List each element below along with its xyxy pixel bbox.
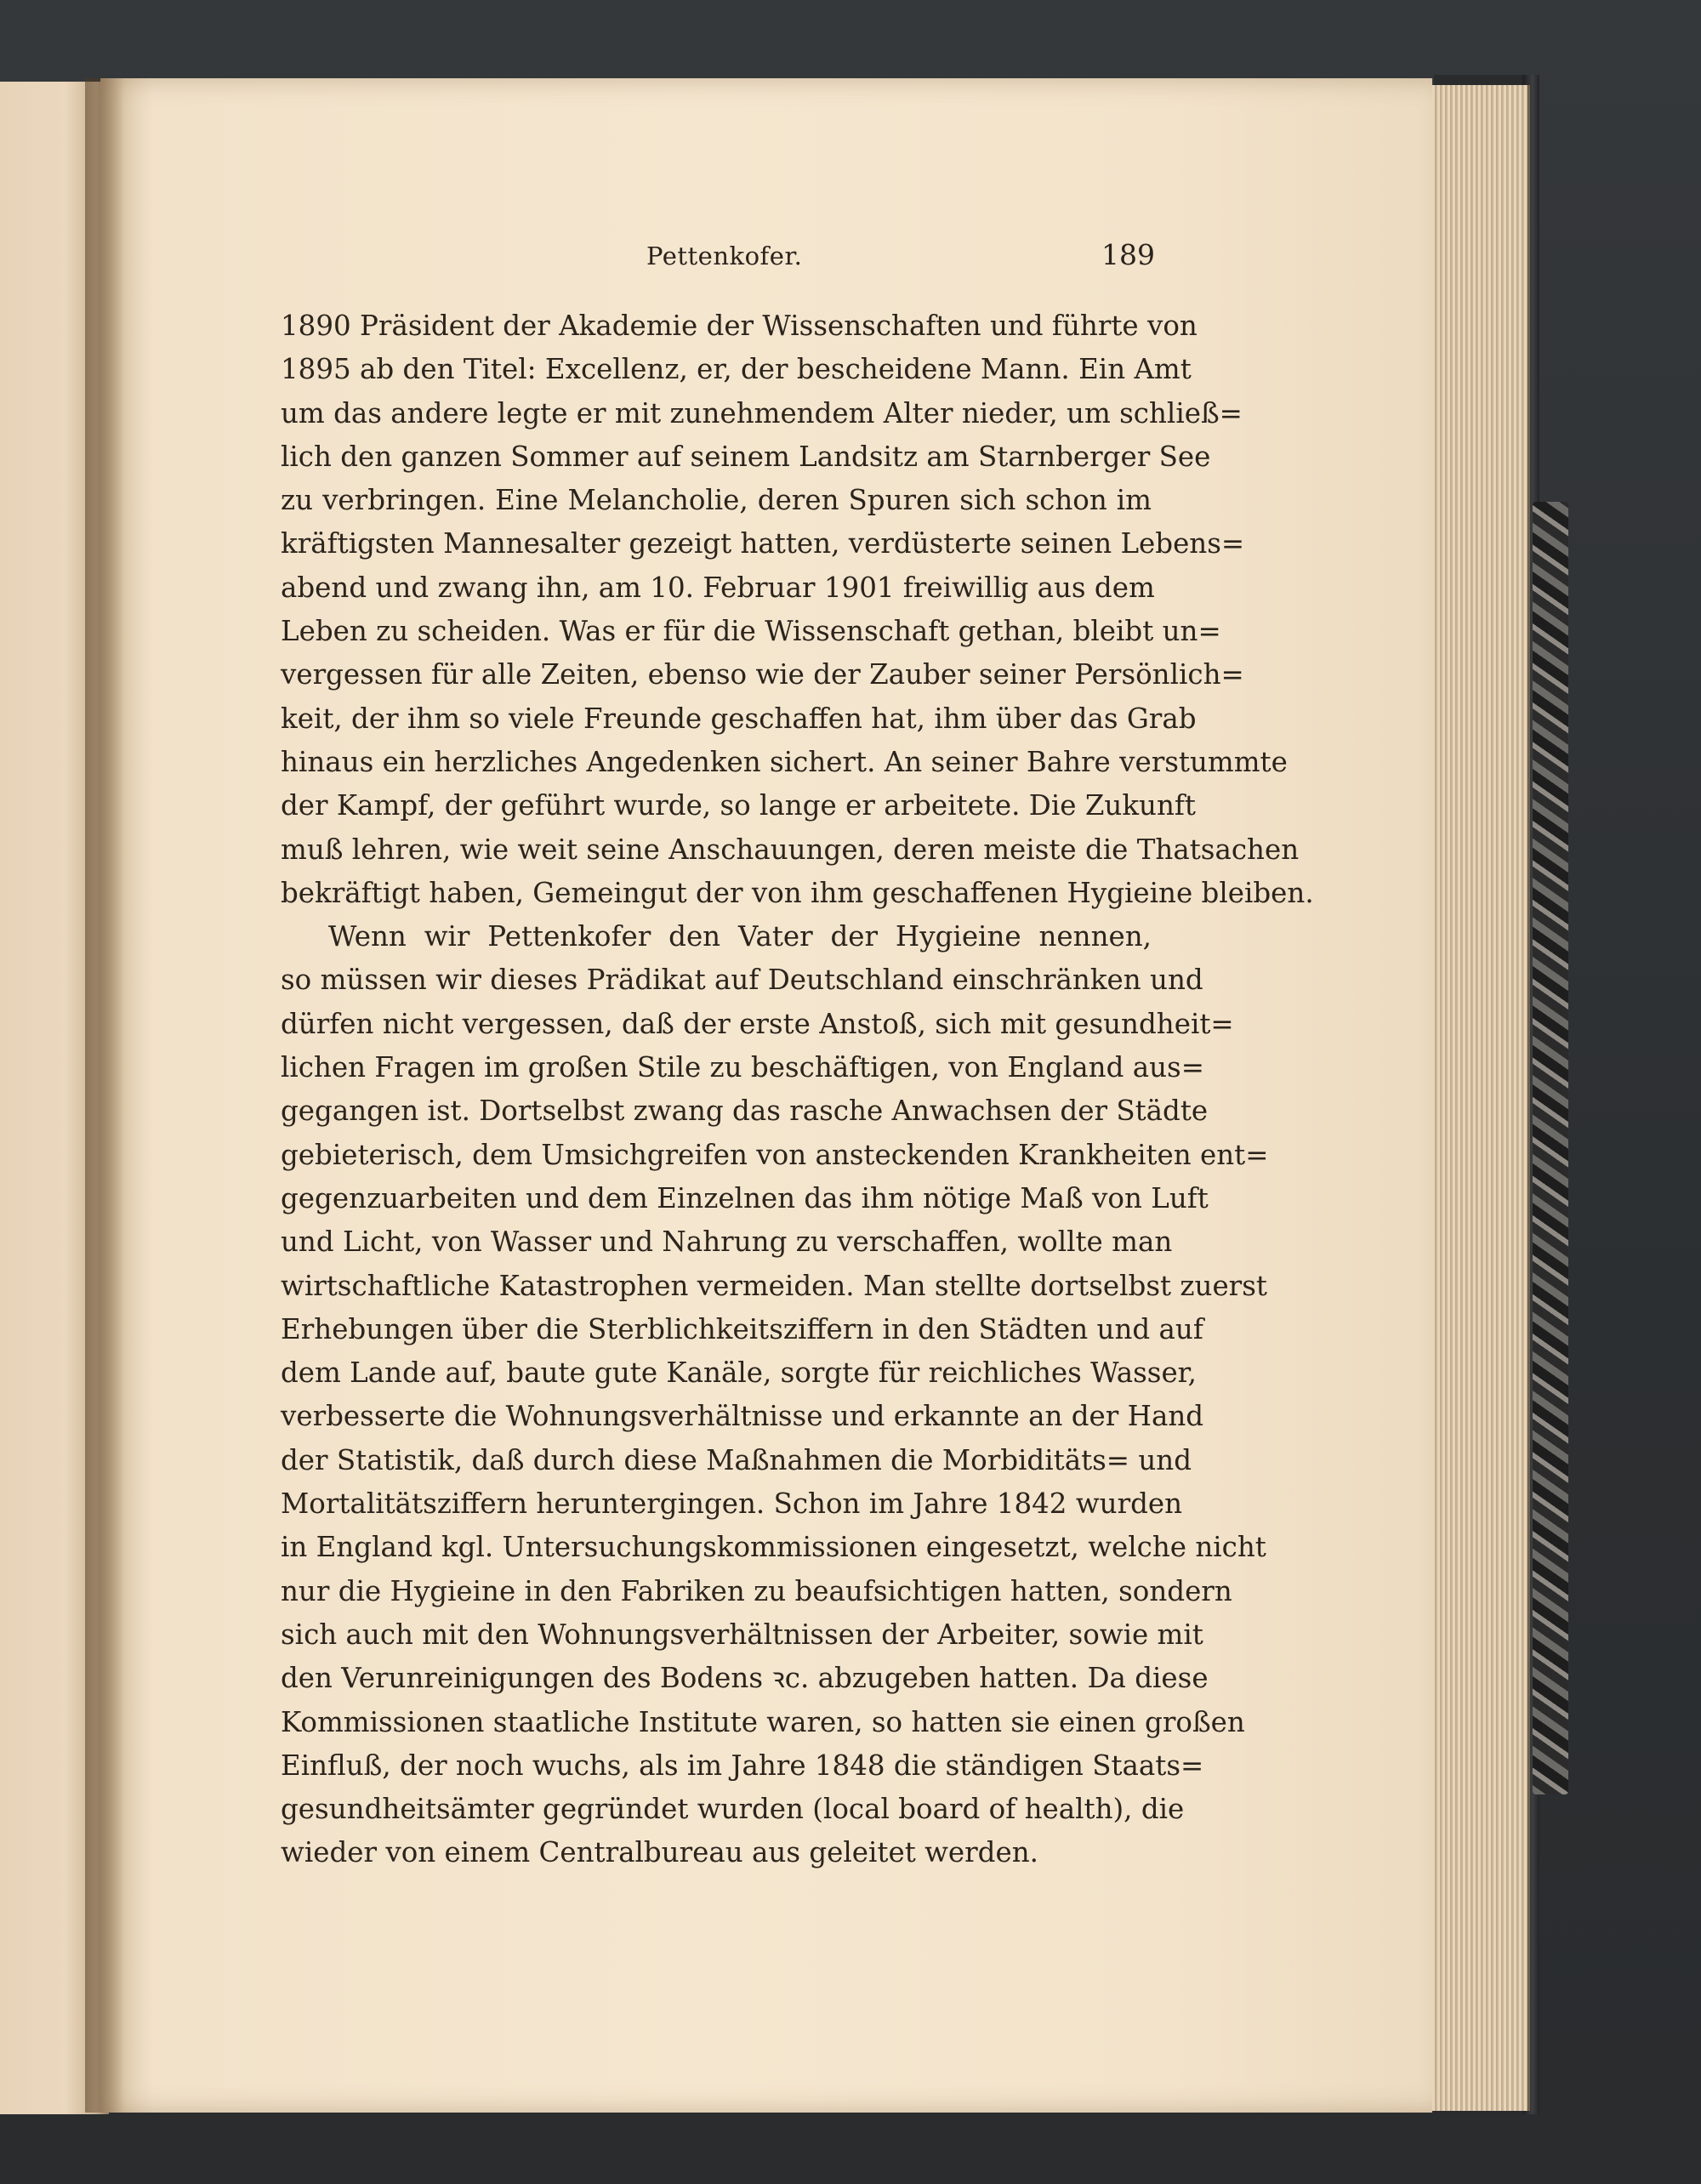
text-line: wirtschaftliche Katastrophen vermeiden. Man stellte dortselbst zuerst	[281, 1269, 1267, 1302]
running-head: Pettenkofer.	[646, 242, 803, 270]
body-text	[281, 304, 1314, 1875]
text-line: gegenzuarbeiten und dem Einzelnen das ihm nötige Maß von Luft	[281, 1181, 1209, 1214]
text-line: dürfen nicht vergessen, daß der erste Anstoß, sich mit gesundheit=	[281, 1007, 1234, 1040]
marbled-spine-pattern	[1533, 502, 1568, 1794]
paragraph-start-line: Wenn wir Pettenkofer den Vater der Hygieine nennen,	[328, 920, 1152, 953]
text-line: der Statistik, daß durch diese Maßnahmen die Morbiditäts= und	[281, 1443, 1192, 1476]
text-line: hinaus ein herzliches Angedenken sichert. An seiner Bahre verstummte	[281, 745, 1288, 778]
text-line: kräftigsten Mannesalter gezeigt hatten, verdüsterte seinen Lebens=	[281, 527, 1245, 560]
text-line: um das andere legte er mit zunehmendem Alter nieder, um schließ=	[281, 396, 1243, 429]
text-line: so müssen wir dieses Prädikat auf Deutschland einschränken und	[281, 964, 1203, 997]
text-line: muß lehren, wie weit seine Anschauungen, deren meiste die Thatsachen	[281, 833, 1300, 866]
text-line: Kommissionen staatliche Institute waren, so hatten sie einen großen	[281, 1705, 1245, 1738]
text-line: Leben zu scheiden. Was er für die Wissenschaft gethan, bleibt un=	[281, 615, 1221, 648]
text-line: Mortalitätsziffern heruntergingen. Schon im Jahre 1842 wurden	[281, 1487, 1183, 1521]
text-line: vergessen für alle Zeiten, ebenso wie der Zauber seiner Persönlich=	[281, 658, 1244, 691]
text-line: gebieterisch, dem Umsichgreifen von ansteckenden Krankheiten ent=	[281, 1138, 1269, 1171]
paragraph-end-line: wieder von einem Centralbureau aus geleitet werden.	[281, 1836, 1038, 1869]
text-line: gegangen ist. Dortselbst zwang das rasche Anwachsen der Städte	[281, 1095, 1209, 1128]
text-line: sich auch mit den Wohnungsverhältnissen der Arbeiter, sowie mit	[281, 1618, 1203, 1651]
text-line: 1895 ab den Titel: Excellenz, er, der bescheidene Mann. Ein Amt	[281, 353, 1192, 386]
text-line: dem Lande auf, baute gute Kanäle, sorgte für reichliches Wasser,	[281, 1356, 1197, 1390]
text-line: Erhebungen über die Sterblichkeitsziffern in den Städten und auf	[281, 1312, 1203, 1345]
text-line: lichen Fragen im großen Stile zu beschäftigen, von England aus=	[281, 1051, 1204, 1084]
text-line: Einfluß, der noch wuchs, als im Jahre 1848 die ständigen Staats=	[281, 1749, 1204, 1782]
text-line: in England kgl. Untersuchungskommissionen eingesetzt, welche nicht	[281, 1531, 1266, 1564]
text-line: zu verbringen. Eine Melancholie, deren Spuren sich schon im	[281, 484, 1152, 517]
text-line: keit, der ihm so viele Freunde geschaffen hat, ihm über das Grab	[281, 702, 1197, 735]
text-line: 1890 Präsident der Akademie der Wissenschaften und führte von	[281, 310, 1198, 342]
text-line: den Verunreinigungen des Bodens ꝛc. abzugeben hatten. Da diese	[281, 1662, 1209, 1695]
text-line: der Kampf, der geführt wurde, so lange er arbeitete. Die Zukunft	[281, 789, 1196, 822]
text-line: lich den ganzen Sommer auf seinem Landsitz am Starnberger See	[281, 440, 1211, 473]
gutter-shadow	[85, 78, 124, 2113]
text-line: verbesserte die Wohnungsverhältnisse und erkannte an der Hand	[281, 1400, 1204, 1433]
text-line: nur die Hygieine in den Fabriken zu beaufsichtigen hatten, sondern	[281, 1574, 1232, 1607]
page-block-edge	[1425, 85, 1530, 2111]
paragraph-end-line: bekräftigt haben, Gemeingut der von ihm geschaffenen Hygieine bleiben.	[281, 876, 1314, 909]
page-number: 189	[1101, 238, 1155, 271]
text-line: abend und zwang ihn, am 10. Februar 1901 freiwillig aus dem	[281, 571, 1155, 604]
text-line: und Licht, von Wasser und Nahrung zu verschaffen, wollte man	[281, 1226, 1173, 1259]
text-line: gesundheitsämter gegründet wurden (local board of health), die	[281, 1793, 1185, 1826]
